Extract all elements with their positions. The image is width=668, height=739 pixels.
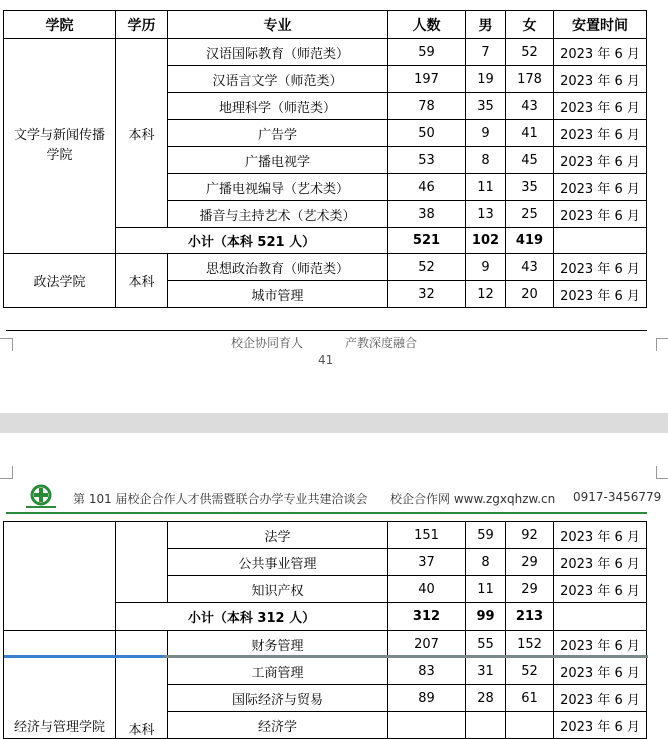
header-count: 人数 <box>388 11 466 39</box>
subtotal-male: 102 <box>466 228 506 254</box>
margin-corner-mark <box>0 466 13 479</box>
male-cell: 55 <box>466 631 506 658</box>
major-cell: 思想政治教育（师范类） <box>168 254 388 281</box>
male-cell: 8 <box>466 549 506 576</box>
count-cell: 83 <box>388 658 466 685</box>
degree-cell <box>116 522 168 603</box>
count-cell: 46 <box>388 174 466 201</box>
count-cell: 52 <box>388 254 466 281</box>
college-cell <box>4 522 116 631</box>
footer-right-text: 产教深度融合 <box>345 336 418 350</box>
female-cell: 178 <box>506 66 554 93</box>
college-cell: 政法学院 <box>4 254 116 308</box>
header-female: 女 <box>506 11 554 39</box>
female-cell: 25 <box>506 201 554 228</box>
major-cell: 城市管理 <box>168 281 388 308</box>
male-cell: 8 <box>466 147 506 174</box>
count-cell: 32 <box>388 281 466 308</box>
male-cell: 31 <box>466 658 506 685</box>
major-cell: 地理科学（师范类） <box>168 93 388 120</box>
male-cell: 19 <box>466 66 506 93</box>
time-cell: 2023 年 6 月 <box>554 631 647 658</box>
header-phone: 0917-3456779 <box>573 490 662 504</box>
subtotal-label: 小计（本科 312 人） <box>116 603 388 631</box>
major-cell: 广播电视学 <box>168 147 388 174</box>
footer-rule <box>6 330 647 331</box>
major-cell: 公共事业管理 <box>168 549 388 576</box>
major-cell: 国际经济与贸易 <box>168 685 388 712</box>
degree-cell: 本科 <box>116 39 168 228</box>
male-cell: 9 <box>466 254 506 281</box>
female-cell: 43 <box>506 93 554 120</box>
subtotal-time <box>554 228 647 254</box>
male-cell: 35 <box>466 93 506 120</box>
subtotal-time <box>554 603 647 631</box>
male-cell <box>466 712 506 739</box>
major-cell: 财务管理 <box>168 631 388 658</box>
time-cell: 2023 年 6 月 <box>554 685 647 712</box>
header-college: 学院 <box>4 11 116 39</box>
major-cell: 法学 <box>168 522 388 549</box>
header-site: 校企合作网 www.zgxqhzw.cn <box>390 492 556 506</box>
count-cell: 207 <box>388 631 466 658</box>
time-cell: 2023 年 6 月 <box>554 658 647 685</box>
major-cell: 知识产权 <box>168 576 388 603</box>
count-cell: 89 <box>388 685 466 712</box>
subtotal-female: 213 <box>506 603 554 631</box>
page-gap <box>0 413 668 433</box>
logo-icon <box>20 484 62 510</box>
time-cell: 2023 年 6 月 <box>554 147 647 174</box>
major-cell: 播音与主持艺术（艺术类） <box>168 201 388 228</box>
enrollment-table-page1 <box>3 10 647 308</box>
count-cell: 78 <box>388 93 466 120</box>
female-cell: 29 <box>506 549 554 576</box>
enrollment-table-page2 <box>3 521 647 739</box>
time-cell: 2023 年 6 月 <box>554 712 647 739</box>
degree-cell: 本科 <box>116 631 168 739</box>
time-cell: 2023 年 6 月 <box>554 549 647 576</box>
count-cell: 197 <box>388 66 466 93</box>
male-cell: 9 <box>466 120 506 147</box>
subtotal-count: 312 <box>388 603 466 631</box>
header-major: 专业 <box>168 11 388 39</box>
male-cell: 28 <box>466 685 506 712</box>
count-cell: 151 <box>388 522 466 549</box>
major-cell: 汉语言文学（师范类） <box>168 66 388 93</box>
time-cell: 2023 年 6 月 <box>554 201 647 228</box>
header-time: 安置时间 <box>554 11 647 39</box>
male-cell: 13 <box>466 201 506 228</box>
female-cell: 41 <box>506 120 554 147</box>
subtotal-label: 小计（本科 521 人） <box>116 228 388 254</box>
major-cell: 工商管理 <box>168 658 388 685</box>
count-cell: 53 <box>388 147 466 174</box>
time-cell: 2023 年 6 月 <box>554 576 647 603</box>
female-cell: 61 <box>506 685 554 712</box>
time-cell: 2023 年 6 月 <box>554 281 647 308</box>
major-cell: 广播电视编导（艺术类） <box>168 174 388 201</box>
female-cell: 35 <box>506 174 554 201</box>
major-cell: 广告学 <box>168 120 388 147</box>
female-cell: 52 <box>506 39 554 66</box>
male-cell: 59 <box>466 522 506 549</box>
male-cell: 11 <box>466 576 506 603</box>
footer-left-text: 校企协同育人 <box>231 336 304 350</box>
page-number: 41 <box>318 353 334 367</box>
time-cell: 2023 年 6 月 <box>554 174 647 201</box>
degree-cell: 本科 <box>116 254 168 308</box>
male-cell: 12 <box>466 281 506 308</box>
female-cell: 152 <box>506 631 554 658</box>
selection-line <box>4 655 164 658</box>
time-cell: 2023 年 6 月 <box>554 66 647 93</box>
female-cell: 92 <box>506 522 554 549</box>
margin-corner-mark <box>0 338 13 351</box>
female-cell: 20 <box>506 281 554 308</box>
female-cell: 43 <box>506 254 554 281</box>
header-rule <box>6 512 647 514</box>
female-cell: 29 <box>506 576 554 603</box>
count-cell <box>388 712 466 739</box>
subtotal-count: 521 <box>388 228 466 254</box>
time-cell: 2023 年 6 月 <box>554 93 647 120</box>
count-cell: 59 <box>388 39 466 66</box>
count-cell: 50 <box>388 120 466 147</box>
count-cell: 37 <box>388 549 466 576</box>
major-cell: 经济学 <box>168 712 388 739</box>
margin-corner-mark <box>656 338 668 351</box>
female-cell <box>506 712 554 739</box>
row-highlight-line <box>164 655 648 658</box>
header-male: 男 <box>466 11 506 39</box>
major-cell: 汉语国际教育（师范类） <box>168 39 388 66</box>
count-cell: 40 <box>388 576 466 603</box>
female-cell: 52 <box>506 658 554 685</box>
college-cell: 文学与新闻传播学院 <box>4 39 116 254</box>
header-title: 第 101 届校企合作人才供需暨联合办学专业共建洽谈会 <box>73 492 368 506</box>
header-degree: 学历 <box>116 11 168 39</box>
time-cell: 2023 年 6 月 <box>554 120 647 147</box>
margin-corner-mark <box>656 466 668 479</box>
time-cell: 2023 年 6 月 <box>554 39 647 66</box>
time-cell: 2023 年 6 月 <box>554 522 647 549</box>
male-cell: 7 <box>466 39 506 66</box>
college-cell: 经济与管理学院 <box>4 631 116 739</box>
male-cell: 11 <box>466 174 506 201</box>
time-cell: 2023 年 6 月 <box>554 254 647 281</box>
count-cell: 38 <box>388 201 466 228</box>
subtotal-female: 419 <box>506 228 554 254</box>
subtotal-male: 99 <box>466 603 506 631</box>
female-cell: 45 <box>506 147 554 174</box>
